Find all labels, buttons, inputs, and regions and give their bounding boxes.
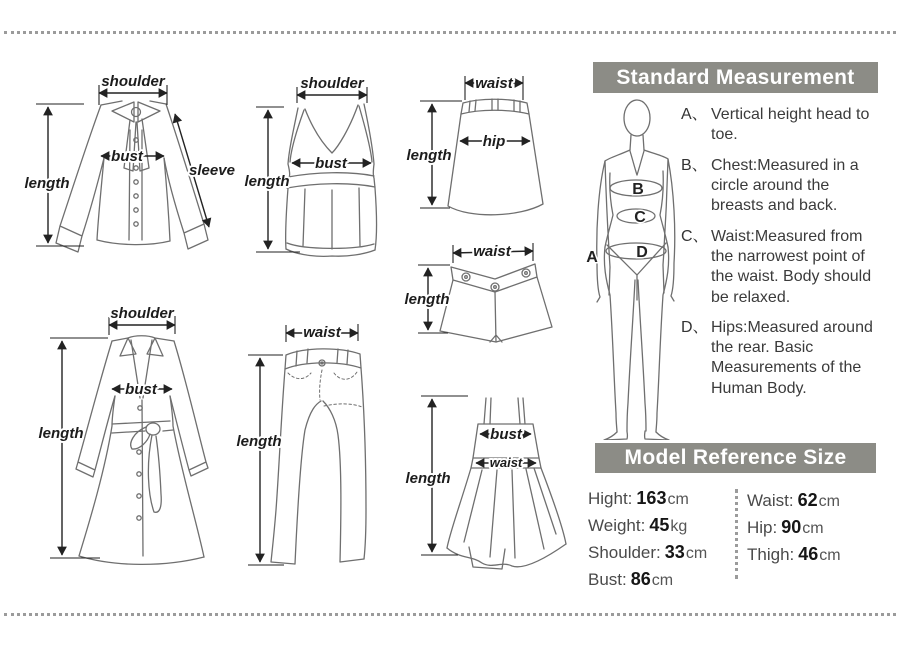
pants-length-measure (237, 355, 285, 565)
measurement-value: 33 (664, 542, 685, 562)
tanktop-diagram (245, 75, 377, 256)
shorts-length-measure (405, 265, 451, 333)
dress-bust-label: bust (490, 426, 522, 443)
measurement-label: Waist: (747, 491, 794, 510)
blouse-shoulder-label: shoulder (101, 73, 165, 90)
coat-shoulder-label: shoulder (110, 305, 174, 322)
definition-item-c (681, 227, 881, 308)
shorts-waist-label: waist (473, 243, 511, 260)
definition-item-d (681, 318, 881, 399)
figure-label-b: B (632, 181, 644, 198)
blouse-bust-measure (101, 148, 164, 165)
measurement-row-height (588, 487, 730, 514)
blouse-length-measure (25, 104, 85, 246)
measurement-row-shoulder (588, 541, 730, 568)
definition-key: A、 (681, 106, 708, 123)
coat-bust-measure (112, 381, 172, 398)
tanktop-shoulder-measure (297, 75, 367, 103)
definition-item-a (681, 105, 881, 146)
skirt-length-measure (407, 101, 463, 208)
measurement-value: 45 (649, 515, 670, 535)
dress-diagram (406, 396, 567, 569)
model-reference-right-column (747, 489, 877, 570)
tanktop-shoulder-label: shoulder (300, 75, 364, 92)
skirt-diagram (407, 75, 544, 215)
coat-bust-label: bust (125, 381, 157, 398)
measurement-unit: cm (818, 493, 840, 510)
figure-label-d: D (636, 244, 648, 261)
figure-label-c: C (634, 209, 646, 226)
tanktop-length-measure (245, 107, 301, 252)
measurement-label: Hip: (747, 518, 778, 537)
skirt-waist-measure (465, 75, 523, 100)
dress-length-measure (406, 396, 469, 555)
definition-key: C、 (681, 227, 709, 245)
measurement-row-hip (747, 516, 877, 543)
tanktop-bust-measure (292, 155, 371, 172)
figure-label-a: A (586, 249, 598, 266)
blouse-sleeve-measure (175, 114, 235, 227)
blouse-shoulder-measure (99, 73, 167, 105)
coat-shoulder-measure (109, 305, 175, 335)
pants-length-label: length (236, 433, 282, 450)
pants-waist-label: waist (303, 324, 341, 341)
blouse-diagram (25, 73, 235, 252)
measurement-unit: cm (819, 547, 841, 564)
measurement-value: 86 (630, 569, 651, 589)
measurement-definitions (681, 105, 881, 409)
measurement-value: 62 (797, 490, 818, 510)
skirt-hip-label: hip (482, 133, 506, 150)
shorts-waist-measure (453, 243, 533, 263)
skirt-waist-label: waist (475, 75, 513, 92)
standard-measurement-header: Standard Measurement (593, 62, 878, 93)
coat-diagram (39, 305, 209, 564)
dress-waist-label: waist (489, 455, 523, 470)
measurement-label: Bust: (588, 570, 627, 589)
measurement-label: Weight: (588, 516, 646, 535)
definition-text: Waist:Measured from the narrowest point of the waist. Body should be relaxed. (711, 227, 872, 306)
definition-text: Hips:Measured around the rear. Basic Measurements of the Human Body. (711, 318, 873, 397)
body-figure (583, 95, 693, 440)
measurement-unit: kg (670, 518, 688, 535)
dress-bust-measure (480, 426, 531, 443)
measurement-value: 163 (636, 488, 667, 508)
measurement-unit: cm (667, 491, 689, 508)
pants-diagram (237, 324, 367, 565)
measurement-row-waist (747, 489, 877, 516)
measurement-label: Hight: (588, 489, 633, 508)
blouse-sleeve-label: sleeve (189, 162, 235, 179)
coat-length-label: length (38, 425, 84, 442)
definition-text: Chest:Measured in a circle around the breasts and back. (711, 156, 859, 215)
measurement-value: 90 (781, 517, 802, 537)
skirt-length-label: length (406, 147, 452, 164)
dress-length-label: length (405, 470, 451, 487)
measurement-row-thigh (747, 543, 877, 570)
measurement-unit: cm (651, 572, 674, 589)
shorts-length-label: length (404, 291, 450, 308)
pants-waist-measure (286, 324, 358, 342)
model-reference-header: Model Reference Size (595, 443, 876, 473)
coat-length-measure (39, 338, 109, 558)
measurement-label: Shoulder: (588, 543, 661, 562)
shorts-diagram (405, 243, 553, 342)
column-divider (735, 489, 738, 579)
skirt-hip-measure (460, 133, 530, 150)
measurement-unit: cm (802, 520, 824, 537)
definition-key: B、 (681, 156, 708, 174)
tanktop-length-label: length (244, 173, 290, 190)
tanktop-bust-label: bust (315, 155, 347, 172)
measurement-label: Thigh: (747, 545, 795, 564)
definition-text: Vertical height head to toe. (711, 106, 870, 144)
model-reference-left-column (588, 487, 730, 595)
blouse-length-label: length (24, 175, 70, 192)
measurement-row-bust (588, 568, 730, 595)
measurement-value: 46 (798, 544, 819, 564)
definition-key: D、 (681, 318, 709, 336)
measurement-unit: cm (685, 545, 708, 562)
blouse-bust-label: bust (111, 148, 143, 165)
measurement-row-weight (588, 514, 730, 541)
definition-item-b (681, 156, 881, 217)
